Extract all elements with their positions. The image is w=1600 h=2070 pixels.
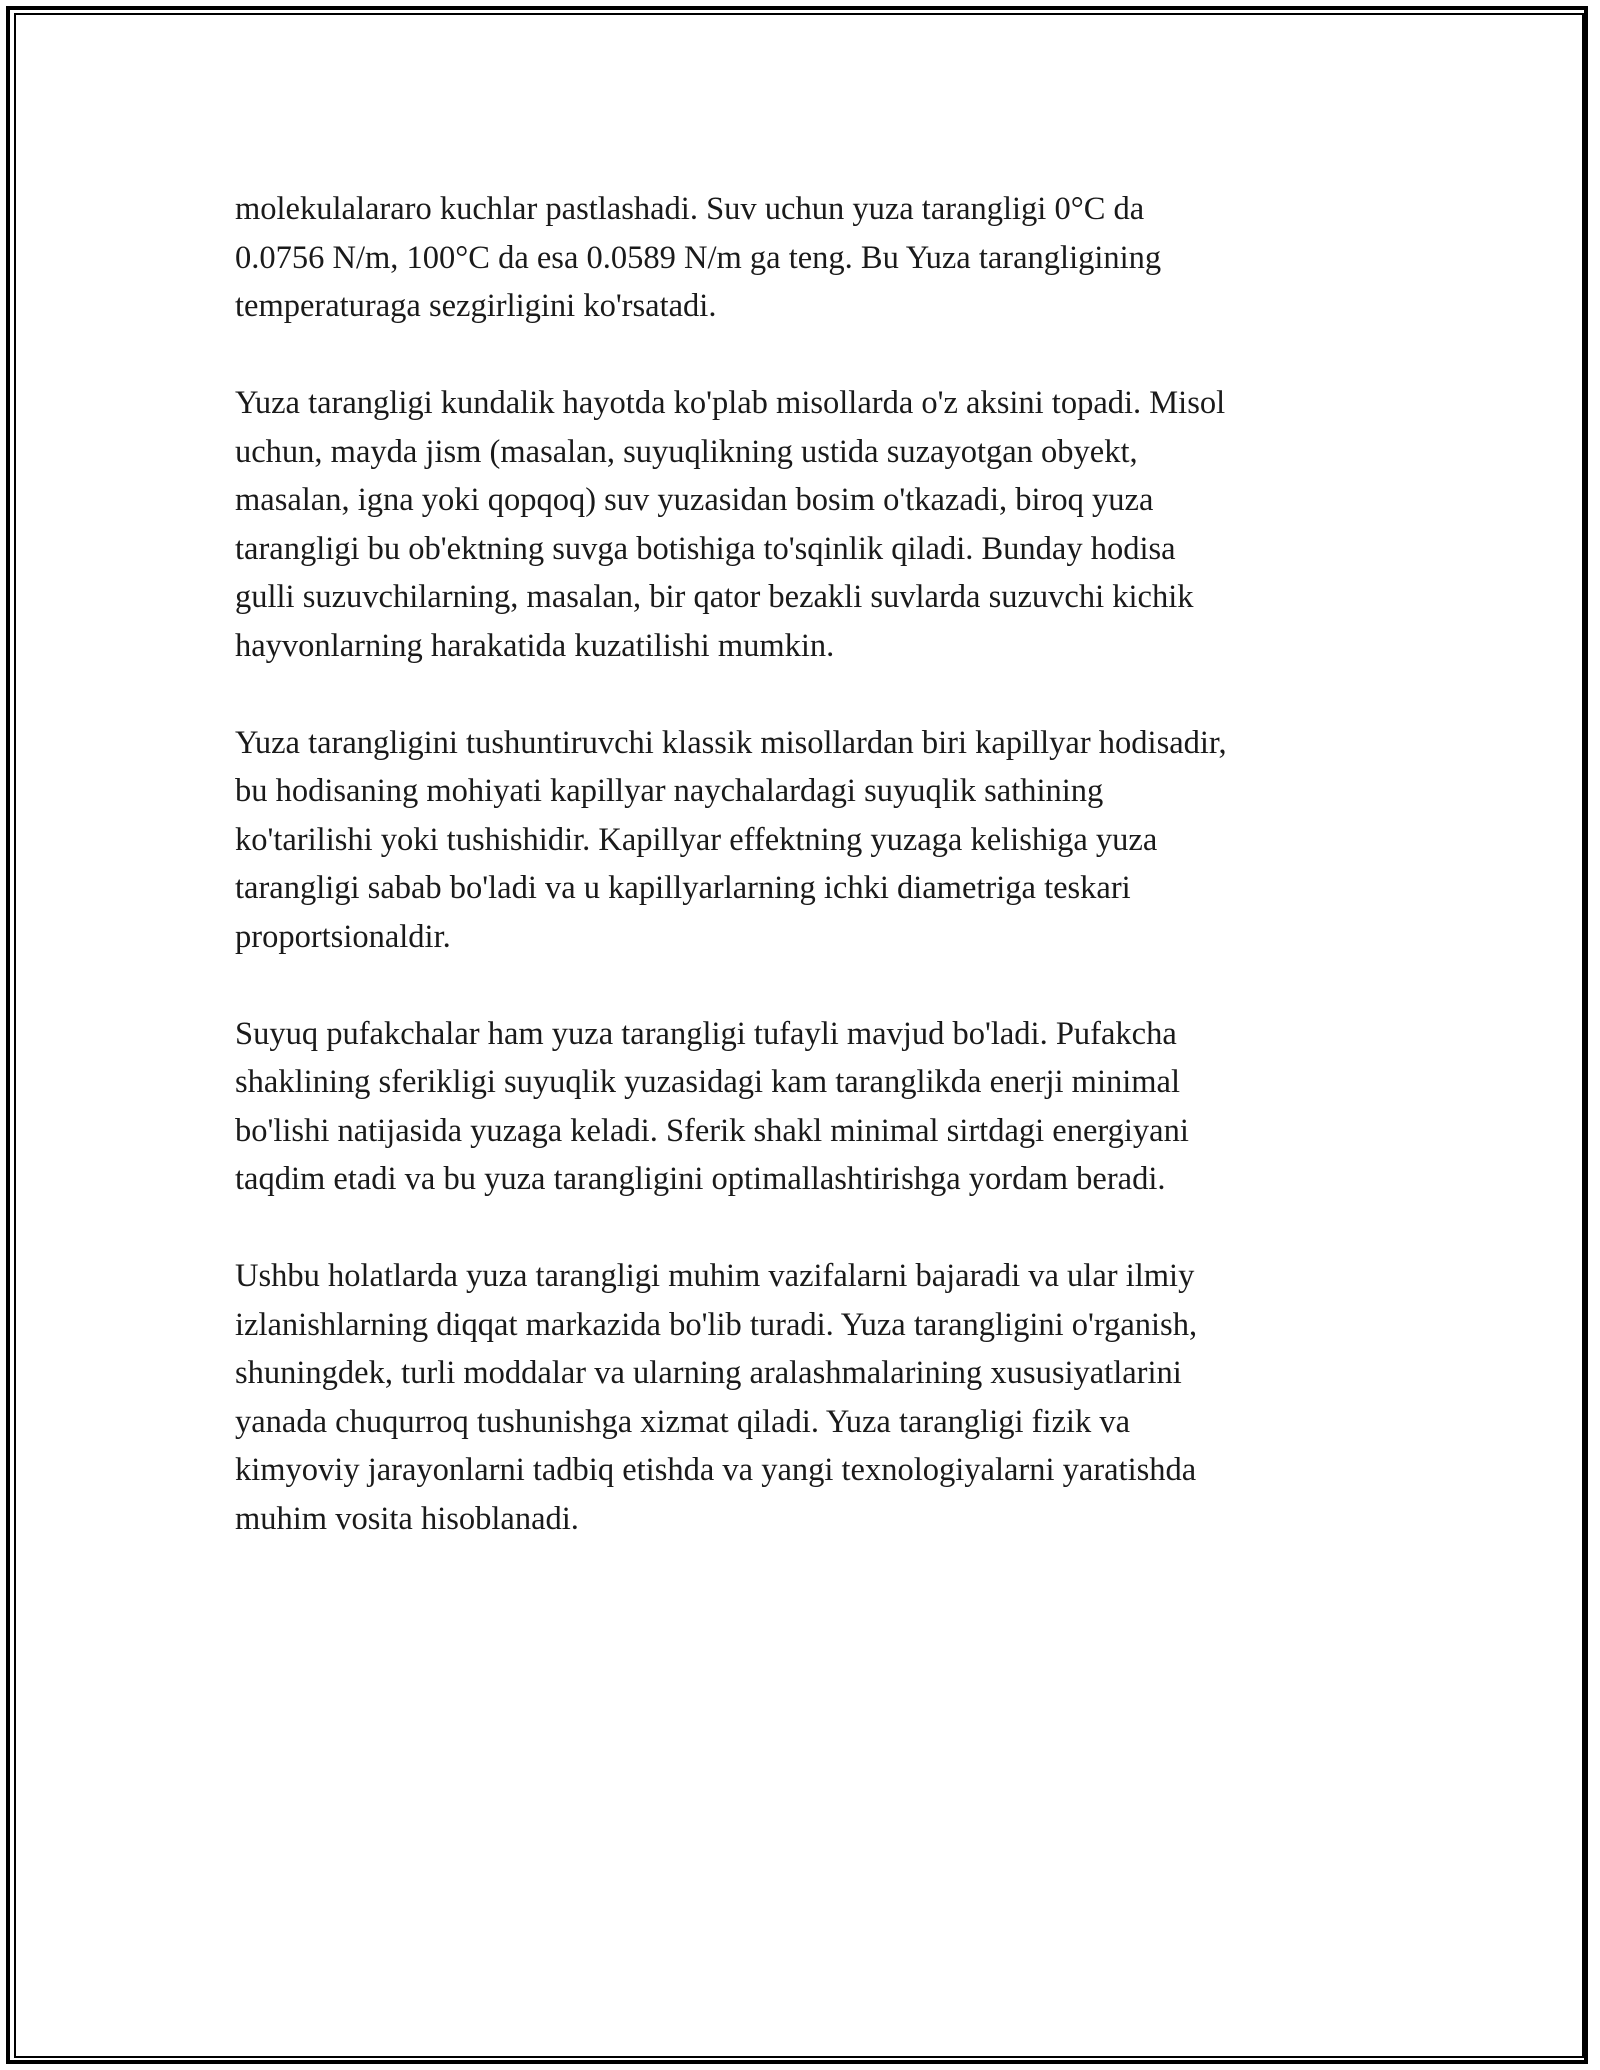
text-line: muhim vosita hisoblanadi. (235, 1500, 579, 1537)
text-line: tarangligi bu ob'ektning suvga botishiga to'sqinlik qiladi. Bunday hodisa (235, 530, 1176, 567)
text-line: kimyoviy jarayonlarni tadbiq etishda va yangi texnologiyalarni yaratishda (235, 1452, 1197, 1488)
text-line: Suyuq pufakchalar ham yuza tarangligi tufayli mavjud bo'ladi. Pufakcha (235, 1015, 1177, 1052)
text-line: temperaturaga sezgirligini ko'rsatadi. (235, 288, 717, 324)
paragraph-capillary (235, 719, 1375, 962)
paragraph-temperature (235, 185, 1375, 331)
text-line: proportsionaldir. (235, 918, 451, 955)
paragraph-everyday-examples (235, 379, 1375, 670)
text-line: Yuza tarangligini tushuntiruvchi klassik misollardan biri kapillyar hodisadir, (235, 724, 1227, 761)
document-body (235, 185, 1375, 1592)
text-line: ko'tarilishi yoki tushishidir. Kapillyar effektning yuzaga kelishiga yuza (235, 821, 1158, 858)
text-line: 0.0756 N/m, 100°C da esa 0.0589 N/m ga teng. Bu Yuza tarangligining (235, 239, 1162, 276)
text-line: taqdim etadi va bu yuza tarangligini optimallashtirishga yordam beradi. (235, 1161, 1166, 1197)
paragraph-bubbles (235, 1010, 1375, 1204)
paragraph-conclusion (235, 1252, 1375, 1543)
text-line: tarangligi sabab bo'ladi va u kapillyarlarning ichki diametriga teskari (235, 870, 1131, 906)
text-line: bo'lishi natijasida yuzaga keladi. Sferik shakl minimal sirtdagi energiyani (235, 1112, 1189, 1149)
text-line: Yuza tarangligi kundalik hayotda ko'plab misollarda o'z aksini topadi. Misol (235, 385, 1226, 421)
text-line: shuningdek, turli moddalar va ularning aralashmalarining xususiyatlarini (235, 1355, 1182, 1391)
text-line: hayvonlarning harakatida kuzatilishi mumkin. (235, 627, 835, 664)
text-line: masalan, igna yoki qopqoq) suv yuzasidan bosim o'tkazadi, biroq yuza (235, 482, 1154, 518)
text-line: shaklining sferikligi suyuqlik yuzasidagi kam taranglikda enerji minimal (235, 1064, 1181, 1100)
text-line: izlanishlarning diqqat markazida bo'lib turadi. Yuza tarangligini o'rganish, (235, 1306, 1198, 1343)
text-line: gulli suzuvchilarning, masalan, bir qator bezakli suvlarda suzuvchi kichik (235, 579, 1194, 615)
text-line: Ushbu holatlarda yuza tarangligi muhim vazifalarni bajaradi va ular ilmiy (235, 1258, 1195, 1294)
text-line: yanada chuqurroq tushunishga xizmat qiladi. Yuza tarangligi fizik va (235, 1403, 1130, 1440)
text-line: bu hodisaning mohiyati kapillyar naychalardagi suyuqlik sathining (235, 773, 1104, 809)
text-line: molekulalararo kuchlar pastlashadi. Suv uchun yuza tarangligi 0°C da (235, 191, 1145, 227)
text-line: uchun, mayda jism (masalan, suyuqlikning ustida suzayotgan obyekt, (235, 433, 1138, 470)
